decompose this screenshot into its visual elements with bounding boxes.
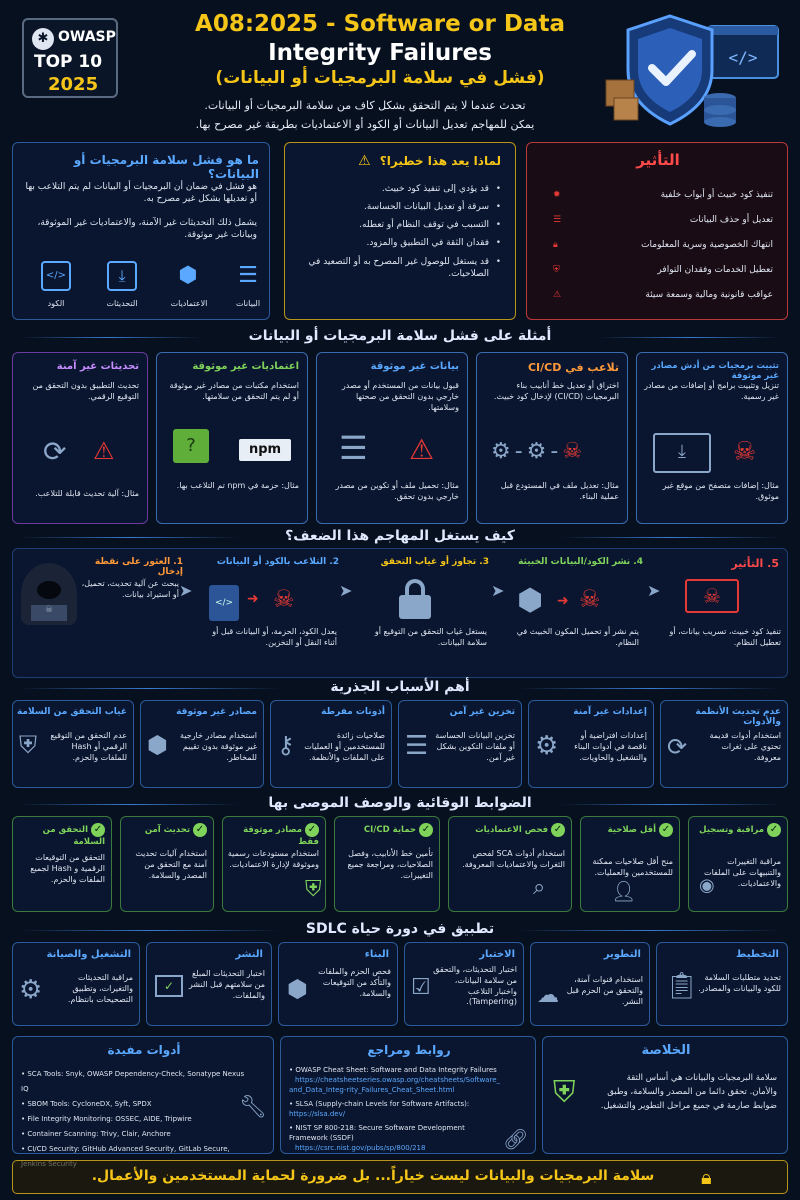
cloud-upload-icon: ☁ (537, 983, 559, 1008)
check-icon: ✓ (767, 823, 781, 837)
control-card: ✓ أقل صلاحية منح أقل صلاحيات ممكنة للمستخدمين والعمليات. 👤︎ (580, 816, 680, 912)
step-desc: تنفيذ كود خبيث، تسريب بيانات، أو تعطيل النظام. (669, 627, 781, 647)
warning-icon: ⚠ (93, 437, 115, 465)
example-title: تثبيت برمجيات من أدش مصادر غير موثوقة (651, 361, 779, 381)
step-title: 2. التلاعب بالكود أو البيانات (216, 557, 339, 567)
arrow-icon: ➤ (339, 581, 353, 600)
subtitle (130, 96, 600, 134)
tools-panel (12, 1036, 274, 1154)
control-card: ✓ فحص الاعتماديات استخدام أدوات SCA لفحص الثغرات والاعتماديات المعروفة. ⌕ (448, 816, 572, 912)
shield-illustration (600, 6, 790, 136)
refs-list (289, 1065, 501, 1153)
tools-title: أدوات مفيدة (107, 1043, 181, 1057)
control-card: ✓ تحديث آمن استخدام آليات تحديث آمنة مع التحقق من المصدر والسلامة. (120, 816, 214, 912)
key-icon: ⚷ (277, 731, 295, 759)
impact-item: تعطيل الخدمات وفقدان التوافر ⛨ (541, 258, 773, 283)
sdlc-card: الاختبار ☑ اختبار التحديثات، والتحقق من سلامة البيانات، واختبار التلاعب (Tampering). (404, 942, 524, 1026)
tool-item: • SBOM Tools: CycloneDX, Syft, SPDX (21, 1100, 152, 1108)
impact-panel (526, 142, 788, 320)
what-panel (12, 142, 270, 320)
wrench-icon: 🔧︎ (239, 1095, 267, 1120)
clipboard-icon: 📋︎ (665, 971, 699, 1001)
refs-panel (280, 1036, 536, 1154)
impact-item: انتهاك الخصوصية وسرية المعلومات 🔒︎ (541, 233, 773, 258)
download-window-icon: ⤓ (653, 433, 711, 473)
label-data: البيانات (235, 299, 261, 308)
title-line1: A08:2025 - Software or Data (195, 11, 565, 37)
sdlc-card: التشغيل والصيانة ⚙ مراقبة التحديثات والتغيرات، وتطبيق التصحيحات بانتظام. (12, 942, 140, 1026)
example-title: تحديثات غير آمنة (56, 361, 139, 372)
check-icon: ✓ (419, 823, 433, 837)
check-icon: ✓ (551, 823, 565, 837)
ref-link[interactable]: https://csrc.nist.gov/pubs/sp/800/218 (295, 1144, 426, 1152)
attack-title: كيف يستغل المهاجم هذا الضعف؟ (285, 528, 515, 544)
impact-item: تنفيذ كود خبيث أو أبواب خلفية ✹ (541, 183, 773, 208)
link-icon: 🔗︎ (503, 1127, 529, 1151)
pipeline-icon: ⚙-⚙-☠ (491, 439, 587, 464)
lock-icon: 🔒︎ (553, 240, 558, 250)
arrow-icon: ➜ (247, 591, 259, 607)
step-title: 4. نشر الكود/البيانات الخبيثة (518, 557, 643, 567)
example-title: بيانات غير موثوقة (370, 361, 459, 372)
check-icon: ✓ (91, 823, 105, 837)
example-desc: اختراق أو تعديل خط أنابيب بناء البرمجيات (CI/CD) لإدخال كود خبيث. (493, 381, 619, 401)
example-ex: مثال: حزمة في npm تم التلاعب بها. (176, 481, 299, 490)
database-icon: ☰ (553, 215, 562, 225)
shield-check-icon: ⛨ (553, 1075, 576, 1110)
why-list (297, 183, 501, 286)
tool-item: • SCA Tools: Snyk, OWASP Dependency-Check, Sonatype Nexus IQ (21, 1070, 245, 1093)
title-arabic: (فشل في سلامة البرمجيات أو البيانات) (215, 68, 545, 88)
ref-item: • OWASP Cheat Sheet: Software and Data Integrity Failures https://cheatsheetseries.owasp.org/cheatsheets/Software_and_Data_Integ-rity_Failures_Cheat_Sheet.html (289, 1066, 500, 1094)
package-icon: ⬢ (517, 583, 544, 618)
wasp-icon: ✱ (32, 28, 54, 50)
tool-item: • Container Scanning: Trivy, Clair, Anchore (21, 1130, 171, 1138)
control-card: ✓ مراقبة وتسجيل مراقبة التغييرات والتنبيهات على الملفات والاعتماديات. ◉ (688, 816, 788, 912)
why-title: لماذا يعد هذا خطيرا؟ (379, 154, 501, 168)
why-item: • التسبب في توقف النظام أو تعطله. (297, 219, 501, 231)
tools-list (21, 1067, 249, 1172)
what-title: ما هو فشل سلامة البرمجيات أو البيانات؟ (73, 153, 259, 181)
bug-icon: ✹ (553, 190, 561, 200)
logo-owasp: OWASP (58, 29, 116, 45)
svg-text:</>: </> (728, 48, 758, 67)
eye-icon: ◉ (699, 875, 715, 896)
arrow-icon: ➤ (491, 581, 505, 600)
why-panel (284, 142, 516, 320)
shield-question-icon: ⛨ (19, 731, 37, 759)
step-title: 5. التأثير (731, 557, 779, 570)
example-ex: مثال: إضافات متصفح من موقع غير موثوق. (662, 481, 779, 501)
sdlc-title: تطبيق في دورة حياة SDLC (305, 921, 495, 937)
cause-card: عدم تحديث الأنظمة والأدوات ⟳ استخدام أدوات قديمة تحتوي على ثغرات معروفة. (660, 700, 788, 788)
skull-icon: ☠ (562, 439, 587, 464)
step-title: 3. تجاوز أو غياب التحقق (380, 557, 489, 567)
impact-item: تعديل أو حذف البيانات ☰ (541, 208, 773, 233)
checklist-icon: ☑ (411, 975, 431, 1000)
control-card: ✓ التحقق من السلامة التحقق من التوقيعات الرقمية و Hash لجميع الملفات والحزم. (12, 816, 112, 912)
control-card: ✓ حماية CI/CD تأمين خط الأنابيب، وفصل الصلاحيات، ومراجعة جميع التغييرات. (334, 816, 440, 912)
ref-item: • NIST SP 800-218: Secure Software Development Framework (SSDF) https://csrc.nist.gov/pubs/sp/800/218 (289, 1124, 465, 1152)
footer-text: سلامة البرمجيات والبيانات ليست خياراً... بل ضرورة لحماية المستخدمين والأعمال. (91, 1168, 655, 1184)
example-desc: استخدام مكتبات من مصادر غير موثوقة أو لم يتم التحقق من سلامتها. (169, 381, 299, 401)
control-card: ✓ مصادر موثوقة فقط استخدام مستودعات رسمية وموثوقة لإدارة الاعتماديات. ⛨ (222, 816, 326, 912)
what-p1: هو فشل في ضمان أن البرمجيات أو البيانات لم يتم التلاعب بها أو تعديلها بشكل غير مصرح به. (25, 182, 257, 205)
laptop-icon: ☠ (31, 605, 67, 621)
code-icon: </> (41, 261, 71, 291)
gear-icon: ⚙ (19, 975, 43, 1005)
cause-card: أذونات مفرطة ⚷ صلاحيات زائدة للمستخدمين أو العمليات على الملفات والأنظمة. (270, 700, 392, 788)
check-icon: ✓ (305, 823, 319, 837)
cause-card: غياب التحقق من السلامة ⛨ عدم التحقق من التوقيع الرقمي أو Hash للملفات والحزم. (12, 700, 134, 788)
step-desc: يعدل الكود، الحزمة، أو البيانات قبل أو أثناء النقل أو التخزين. (212, 627, 337, 647)
check-icon: ✓ (659, 823, 673, 837)
magnifier-icon: ⌕ (533, 875, 546, 900)
step-desc: يستغل غياب التحقق من التوقيع أو سلامة البيانات. (374, 627, 487, 647)
shield-x-icon: ⛨ (553, 265, 560, 275)
why-item: • قد يؤدي إلى تنفيذ كود خبيث. (297, 183, 501, 195)
database-icon: ☰ (238, 263, 258, 288)
subtitle-line2: يمكن للمهاجم تعديل البيانات أو الكود أو الاعتماديات بطريقة غير مصرح بها. (195, 118, 535, 131)
user-icon: 👤︎ (611, 879, 637, 903)
controls-title: الضوابط الوقائية والوصف الموصى بها (268, 795, 532, 811)
laptop-skull-icon: ☠ (685, 579, 739, 613)
refresh-icon: ⟳ (667, 733, 688, 761)
skull-icon: ☠ (733, 437, 757, 467)
sdlc-card: التخطيط 📋︎ تحديد متطلبات السلامة للكود والبيانات والمصادر. (656, 942, 788, 1026)
why-item: • سرقة أو تعديل البيانات الحساسة. (297, 201, 501, 213)
sdlc-card: النشر ✓ اختبار التحديثات المبلغ من سلامتهم قبل النشر والملفات. (146, 942, 272, 1026)
refresh-icon: ⟳ (43, 435, 67, 468)
cube-icon: ⬢ (287, 975, 308, 1003)
footer-banner (12, 1160, 788, 1194)
tool-item: • CI/CD Security: GitHub Advanced Security, GitLab Secure, (21, 1145, 230, 1153)
why-item: • فقدان الثقة في التطبيق والمزود. (297, 237, 501, 249)
examples-title: أمثلة على فشل سلامة البرمجيات أو البيانات (248, 328, 552, 344)
sdlc-card: البناء ⬢ فحص الحزم والملفات والتأكد من التوقيعات والسلامة. (278, 942, 398, 1026)
step-desc: يتم نشر أو تحميل المكون الخبيث في النظام. (516, 627, 639, 647)
step-desc: يبحث عن آلية تحديث، تحميل، أو استيراد بيانات. (81, 579, 179, 599)
label-deps: الاعتماديات (170, 299, 208, 308)
impact-title: التأثير (636, 151, 680, 169)
what-p2: يشمل ذلك التحديثات غير الآمنة، والاعتماديات غير الموثوقة، وبيانات غير موثوقة. (37, 218, 257, 241)
example-card-untrusted-software (636, 352, 788, 524)
owasp-logo (22, 18, 118, 98)
cause-card: مصادر غير موثوقة ⬢ استخدام مصادر خارجية غير موثوقة بدون تقييم للمخاطر. (140, 700, 264, 788)
cubes-icon: ⬢ (178, 263, 198, 288)
arrow-icon: ➤ (179, 581, 193, 600)
summary-text: سلامة البرمجيات والبيانات هي أساس الثقة والأمان. تحقق دائما من المصدر والسلامة، وطبق ضوابط صارمة في جميع مراحل التطوير والتشغيل. (600, 1073, 777, 1111)
example-ex: مثال: تعديل ملف في المستودع قبل عملية البناء. (500, 481, 619, 501)
summary-panel (542, 1036, 788, 1154)
cause-card: إعدادات غير آمنة ⚙ إعدادات افتراضية أو ناقصة في أدوات البناء والتشغيل والحاويات. (528, 700, 654, 788)
package-icon: ? (173, 429, 209, 463)
lock-icon: 🔒︎ (701, 1165, 712, 1189)
skull-icon: ☠ (579, 585, 601, 613)
example-ex: مثال: تحميل ملف أو تكوين من مصدر خارجي بدون تحقق. (335, 481, 459, 501)
label-updates: التحديثات (106, 299, 138, 308)
monitor-check-icon: ✓ (155, 975, 183, 997)
attack-flow (12, 548, 788, 678)
example-desc: تنزيل وتثبيت برامج أو إضافات من مصادر غير رسمية. (644, 381, 779, 401)
example-card-insecure-updates (12, 352, 148, 524)
warning-icon: ⚠ (553, 290, 562, 300)
logo-year: 2025 (48, 74, 99, 95)
database-icon: ☰ (405, 731, 429, 761)
subtitle-line1: تحدث عندما لا يتم التحقق بشكل كاف من سلامة البرمجيات أو البيانات. (204, 99, 526, 112)
example-card-untrusted-deps (156, 352, 308, 524)
lock-icon (397, 579, 433, 619)
example-card-untrusted-data (316, 352, 468, 524)
code-file-icon: </> (209, 585, 239, 621)
check-icon: ✓ (193, 823, 207, 837)
example-card-cicd (476, 352, 628, 524)
hacker-icon (21, 563, 77, 625)
example-ex: مثال: آلية تحديث قابلة للتلاعب. (35, 489, 139, 498)
refs-title: روابط ومراجع (367, 1043, 451, 1057)
step-title: 1. العثور على نقطة إدخال (94, 557, 183, 577)
ref-link[interactable]: https://slsa.dev/ (289, 1110, 346, 1118)
impact-item: عواقب قانونية ومالية وسمعة سيئة ⚠ (541, 283, 773, 308)
database-icon: ☰ (339, 429, 368, 467)
cause-card: تخزين غير آمن ☰ تخزين البيانات الحساسة أو ملفات التكوين بشكل غير آمن. (398, 700, 522, 788)
causes-title: أهم الأسباب الجذرية (330, 679, 470, 695)
example-title: تلاعب في CI/CD (527, 361, 619, 374)
npm-badge: npm (239, 439, 291, 461)
sdlc-card: التطوير ☁ استخدام قنوات آمنة، والتحقق من الحزم قبل النشر. (530, 942, 650, 1026)
label-code: الكود (47, 299, 65, 308)
example-desc: تحديث التطبيق بدون التحقق من التوقيع الرقمي. (32, 381, 139, 401)
tool-item: • File Integrity Monitoring: OSSEC, AIDE, Tripwire (21, 1115, 192, 1123)
arrow-icon: ➤ (647, 581, 661, 600)
why-title-row (297, 153, 501, 169)
why-item: • قد يستغل للوصول غير المصرح به أو التصعيد في الصلاحيات. (297, 256, 501, 280)
skull-icon: ☠ (273, 585, 295, 613)
example-desc: قبول بيانات من المستخدم أو مصدر خارجي بدون التحقق من صحتها وسلامتها. (341, 381, 459, 412)
warning-icon: ⚠ (409, 433, 435, 466)
box-icon: ⬢ (147, 731, 168, 759)
shield-check-icon: ⛨ (305, 877, 322, 902)
logo-top10: TOP 10 (34, 52, 103, 72)
ref-link[interactable]: https://cheatsheetseries.owasp.org/cheatsheets/Software_and_Data_Integ-rity_Failures_Cheat_Sheet.html (289, 1076, 500, 1094)
arrow-icon: ➜ (557, 593, 569, 609)
example-title: اعتماديات غير موثوقة (192, 361, 299, 372)
gear-icon: ⚙ (535, 731, 559, 761)
warning-icon: ⚠ (358, 153, 376, 169)
download-icon: ⤓ (107, 261, 137, 291)
title-line2: Integrity Failures (268, 40, 492, 66)
ref-item: • SLSA (Supply-chain Levels for Software Artifacts): https://slsa.dev/ (289, 1100, 470, 1118)
impact-list (541, 183, 773, 308)
what-icons (23, 259, 261, 315)
page-title (160, 10, 600, 68)
summary-title: الخلاصة (641, 1043, 691, 1058)
